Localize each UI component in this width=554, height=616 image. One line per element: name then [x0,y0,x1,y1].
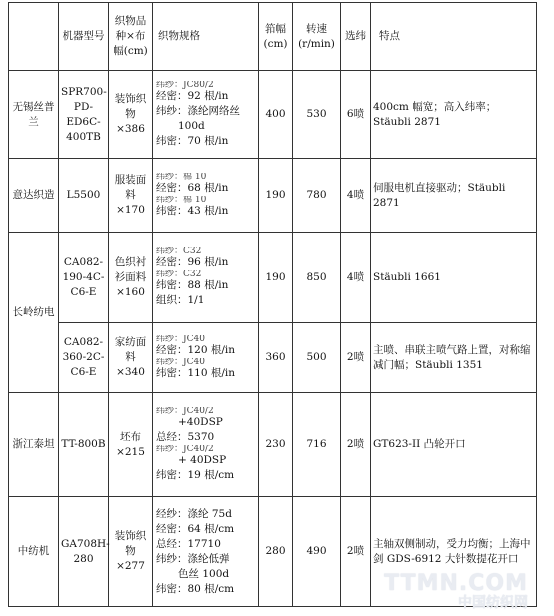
header-width: 筘幅(cm) [259,3,293,71]
weft-select-cell: 4喷 [341,159,371,233]
spec-line: 纬纱：棉 10 [156,172,207,181]
weft-select-cell: 4喷 [341,233,371,323]
width-cell: 360 [259,323,293,393]
spec-line: 纬密：19 根/cm [156,468,235,481]
model-cell: TT-800B [59,393,109,497]
model-cell: CA082-360-2C-C6-E [59,323,109,393]
spec-cell [153,71,259,159]
weft-select-cell: 2喷 [341,497,371,607]
spec-line: 纬密：110 根/in [156,366,236,379]
spec-line: 总经：17710 [156,537,221,550]
width-cell: 280 [259,497,293,607]
spec-line: 纬纱：JC80/2 [156,80,214,89]
spec-line: 纬密：88 根/in [156,279,229,291]
spec-cell [153,323,259,393]
speed-cell: 500 [293,323,341,393]
fabric-cell: 坯布×215 [109,393,153,497]
speed-cell: 716 [293,393,341,497]
spec-line: 纬密：43 根/in [156,204,229,217]
spec-line: 经密：92 根/in [156,89,229,102]
spec-line: 纬密：70 根/in [156,134,229,147]
watermark-logo [384,571,528,612]
loom-spec-table [8,2,537,607]
spec-line: 纬密：80 根/cm [156,582,235,595]
spec-line: 100d [178,119,205,132]
width-cell: 190 [259,233,293,323]
fabric-cell: 色织衬衫面料×160 [109,233,153,323]
fabric-cell: 装饰织物×277 [109,497,153,607]
model-cell: CA082-190-4C-C6-E [59,233,109,323]
header-weft-select: 选纬 [341,3,371,71]
spec-line: + 40DSP [178,453,227,466]
spec-line: 纬纱：JC40 [156,334,205,343]
spec-line: 经密：64 根/cm [156,522,235,535]
fabric-cell: 服装面料×170 [109,159,153,233]
fabric-cell: 家纺面料×340 [109,323,153,393]
maker-cell: 长岭纺电 [9,233,59,393]
spec-line: 经密：68 根/in [156,181,229,194]
fabric-cell: 装饰织物×386 [109,71,153,159]
spec-line: 纬纱：C32 [156,247,202,255]
features-cell: 主喷、串联主喷气路上置，对称缩减门幅；Stäubli 1351 [371,323,537,393]
spec-line: 经纱：涤纶 75d [156,507,232,520]
table-row [9,393,537,497]
maker-cell: 无锡丝普兰 [9,71,59,159]
spec-line: 纬纱：涤纶网络丝 [156,104,240,117]
spec-cell [153,159,259,233]
weft-select-cell: 2喷 [341,323,371,393]
header-speed: 转速(r/min) [293,3,341,71]
watermark-line1: TTMN.COM [384,571,528,596]
table-row [9,159,537,233]
speed-cell: 490 [293,497,341,607]
speed-cell: 530 [293,71,341,159]
header-features: 特点 [371,3,537,71]
spec-line: 总经：5370 [156,430,215,443]
header-model: 机器型号 [59,3,109,71]
spec-line: 组织：1/1 [156,294,205,306]
maker-cell: 浙江泰坦 [9,393,59,497]
model-cell: L5500 [59,159,109,233]
spec-line: 纬纱：JC40/2 [156,406,214,415]
features-cell: GT623-II 凸轮开口 [371,393,537,497]
spec-line: 经密：120 根/in [156,343,236,356]
weft-select-cell: 2喷 [341,393,371,497]
maker-cell: 意达织造 [9,159,59,233]
features-cell: 伺服电机直接驱动；Stäubli 2871 [371,159,537,233]
spec-line: 经密：96 根/in [156,256,229,268]
spec-line: 纬纱：C32 [156,270,202,278]
header-row [9,3,537,71]
features-cell: 400cm 幅宽；高入纬率；Stäubli 2871 [371,71,537,159]
width-cell: 400 [259,71,293,159]
watermark-line2: 中国纺织网 [458,595,528,611]
spec-cell [153,497,259,607]
spec-line: 纬纱：涤纶低弹 [156,552,230,565]
spec-line: 纬纱：JC40 [156,357,205,366]
spec-cell [153,233,259,323]
spec-line: +40DSP [178,415,223,428]
features-cell: 主轴双侧制动，受力均衡；上海中剑 GDS-6912 大针数提花开口 [371,497,537,607]
header-maker [9,3,59,71]
width-cell: 230 [259,393,293,497]
spec-cell [153,393,259,497]
table-row [9,233,537,323]
speed-cell: 780 [293,159,341,233]
maker-cell: 中纺机 [9,497,59,607]
weft-select-cell: 6喷 [341,71,371,159]
spec-line: 纬纱：JC40/2 [156,444,214,453]
model-cell: GA708H-280 [59,497,109,607]
speed-cell: 850 [293,233,341,323]
header-fabric: 织物品种×布幅(cm) [109,3,153,71]
features-cell: Stäubli 1661 [371,233,537,323]
spec-line: 纬纱：棉 10 [156,195,207,204]
table-row [9,71,537,159]
header-spec: 织物规格 [153,3,259,71]
width-cell: 190 [259,159,293,233]
table-row [9,323,537,393]
model-cell: SPR700-PD-ED6C-400TB [59,71,109,159]
spec-line: 色丝 100d [178,567,230,580]
